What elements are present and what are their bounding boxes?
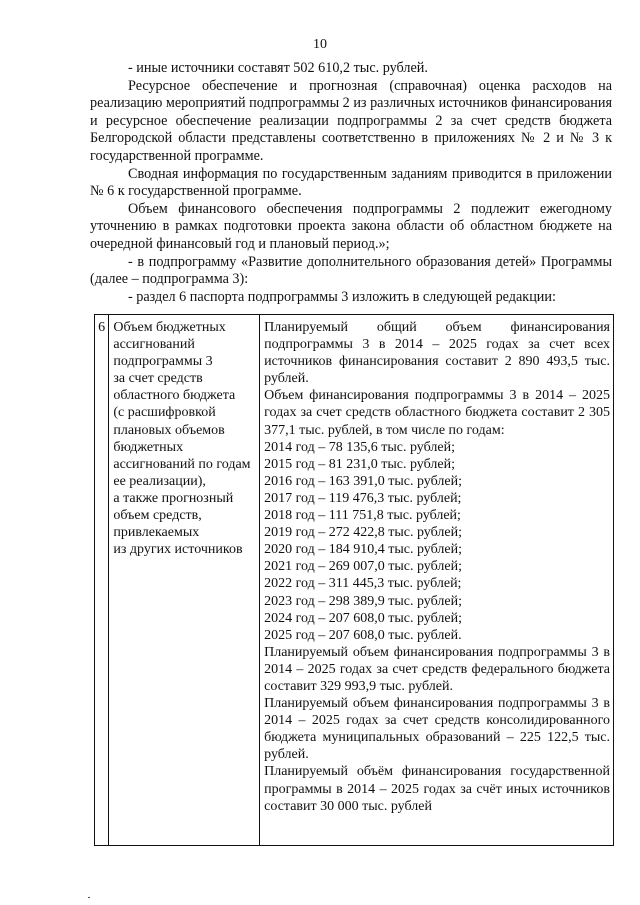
paragraph-subprogram-3-intro: - в подпрограмму «Развитие дополнительного образования детей» Программы (далее – подпрограмма 3): — [90, 253, 612, 288]
row-name-line: а также прогнозный — [113, 490, 234, 506]
row-name-line: бюджетных — [113, 439, 184, 455]
row-number-cell: 6 — [95, 315, 109, 846]
year-financing-line: 2021 год – 269 007,0 тыс. рублей; — [264, 559, 462, 575]
row-name-line: из других источников — [113, 542, 243, 558]
paragraph-other-sources: - иные источники составят 502 610,2 тыс. рублей. — [128, 60, 428, 76]
year-financing-line: 2024 год – 207 608,0 тыс. рублей; — [264, 610, 462, 626]
row-name-line: (с расшифровкой — [113, 405, 216, 421]
row-name-line: областного бюджета — [113, 388, 236, 404]
body-text — [90, 60, 612, 306]
year-financing-line: 2015 год – 81 231,0 тыс. рублей; — [264, 456, 455, 472]
year-financing-line: 2014 год – 78 135,6 тыс. рублей; — [264, 439, 455, 455]
row-name-line: Объем бюджетных — [113, 320, 226, 335]
year-financing-line: 2023 год – 298 389,9 тыс. рублей; — [264, 593, 462, 609]
paragraph-state-assignments: Сводная информация по государственным заданиям приводится в приложении № 6 к государственной программе. — [90, 165, 612, 200]
year-financing-line: 2017 год – 119 476,3 тыс. рублей; — [264, 490, 462, 506]
row-name-line: ассигнований — [113, 337, 195, 353]
table-row — [95, 315, 614, 846]
total-financing-text: Планируемый общий объем финансирования подпрограммы 3 в 2014 – 2025 годах за счет всех источников финансирования составит 2 890 493,5 тыс. рублей. — [264, 320, 610, 387]
passport-table — [94, 314, 614, 846]
federal-budget-text: Планируемый объем финансирования подпрограммы 3 в 2014 – 2025 годах за счет средств федерального бюджета составит 329 993,9 тыс. рублей. — [264, 644, 610, 694]
year-financing-line: 2018 год – 111 751,8 тыс. рублей; — [264, 508, 461, 524]
row-name-cell — [109, 315, 260, 846]
row-name-line: привлекаемых — [113, 525, 200, 541]
municipal-budget-text: Планируемый объем финансирования подпрограммы 3 в 2014 – 2025 годах за счет средств консолидированного бюджета муниципальных образований – 225 122,5 тыс. рублей. — [264, 696, 610, 763]
row-name-line: подпрограммы 3 — [113, 354, 213, 370]
other-sources-text: Планируемый объём финансирования государственной программы в 2014 – 2025 годах за счёт иных источников составит 30 000 тыс. рублей — [264, 764, 610, 814]
row-content-cell — [260, 315, 614, 846]
row-name-line: объем средств, — [113, 508, 202, 524]
paragraph-resource-provision: Ресурсное обеспечение и прогнозная (справочная) оценка расходов на реализацию мероприятий подпрограммы 2 из различных источников финансирования и ресурсное обеспечение реализации подпрограммы 2 за счет средств бюджета Белгородской области представлены соответственно в приложениях № 2 и № 3 к государственной программе. — [90, 77, 612, 164]
year-financing-line: 2016 год – 163 391,0 тыс. рублей; — [264, 473, 462, 489]
paragraph-section-6-instruction: - раздел 6 паспорта подпрограммы 3 изложить в следующей редакции: — [128, 288, 556, 305]
year-financing-line: 2020 год – 184 910,4 тыс. рублей; — [264, 542, 462, 558]
scan-speck — [88, 897, 90, 898]
year-financing-line: 2025 год – 207 608,0 тыс. рублей. — [264, 627, 462, 643]
regional-budget-text: Объем финансирования подпрограммы 3 в 2014 – 2025 годах за счет средств областного бюджета составит 2 305 377,1 тыс. рублей, в том числе по годам: — [264, 388, 610, 438]
row-name-line: ее реализации), — [113, 473, 206, 489]
page-number: 10 — [313, 37, 327, 52]
paragraph-annual-adjustment: Объем финансового обеспечения подпрограммы 2 подлежит ежегодному уточнению в рамках подготовки проекта закона области об областном бюджете на очередной финансовый год и плановый период.»; — [90, 200, 612, 252]
row-name-line: за счет средств — [113, 371, 203, 387]
year-financing-line: 2022 год – 311 445,3 тыс. рублей; — [264, 576, 462, 592]
year-financing-line: 2019 год – 272 422,8 тыс. рублей; — [264, 525, 462, 541]
row-name-line: плановых объемов — [113, 422, 225, 438]
row-name-line: ассигнований по годам — [113, 456, 251, 472]
